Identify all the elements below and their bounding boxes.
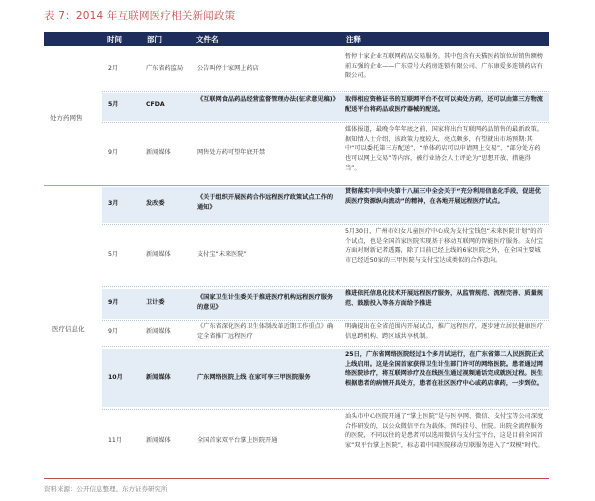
row-time: 9月 bbox=[108, 328, 119, 335]
row-note: 贯彻落实中共中央第十八届三中全会关于“充分利用信息化手段，促进优质医疗资源纵向流动”的精神，在各地开展远程医疗试点。 bbox=[345, 188, 541, 205]
row-file: 支付宝“未来医院” bbox=[197, 251, 247, 258]
row-note: 汕头市中心医院开通了“掌上医院”是与医享网、微信、支付宝等公司深度合作研发的，以公众微信平台为载体，预约挂号、住院。出院全流程服务的医院，不同以往的是患者可以选用微信与支付宝平台，这是目前全国首家“双平台掌上医院”，标志着中国医院移动互联服务进入了“双模”时代。 bbox=[345, 413, 544, 450]
row-file: 《关于组织开展医药合作远程医疗政策试点工作的通知》 bbox=[197, 194, 334, 211]
row-dept: 新闻媒体 bbox=[146, 437, 171, 444]
row-note: 25日，广东省网络医院经过1个多月试运行，在广东省第二人民医院正式上线启用。这是全国首家获得卫生计生部门许可的网络医院。患者通过网络医院诊疗，将互联网诊疗及在线医生通过视频通话完成就医过程。医生根据患者的病情开具处方，患者在社区医疗中心或药店拿药，一步到位。 bbox=[345, 351, 544, 388]
row-dept: 卫计委 bbox=[146, 299, 165, 306]
table-bottom-line bbox=[44, 478, 549, 479]
table-title: 表 7：2014 年互联网医疗相关新闻政策 bbox=[44, 10, 236, 22]
row-separator bbox=[102, 346, 549, 347]
row-file: 《广东省深化医药卫生体制改革近期工作重点》确定全省推广远程医疗 bbox=[197, 323, 334, 340]
row-time: 5月 bbox=[108, 251, 119, 258]
table-row bbox=[102, 349, 549, 407]
row-note: 明确提出在全省范围内开展试点，推广远程医疗，逐步建立居民健康医疗信息跨机构、跨区域共享机制。 bbox=[345, 323, 543, 340]
row-time: 2月 bbox=[108, 65, 119, 72]
row-file: 广东网络医院上线 在家可享三甲医院服务 bbox=[197, 374, 311, 381]
table-row bbox=[102, 322, 549, 344]
row-time: 9月 bbox=[108, 149, 119, 156]
table-row bbox=[102, 289, 549, 319]
row-dept: 新闻媒体 bbox=[146, 149, 171, 156]
row-note: 推进依托信息化技术开展远程医疗服务，从监管规范、流程完善、质量规范、鼓励投入等各方面给予推进 bbox=[345, 290, 543, 307]
header-file: 文件名 bbox=[196, 35, 219, 44]
row-dept: 发改委 bbox=[146, 200, 165, 207]
row-dept: 新闻媒体 bbox=[146, 328, 171, 335]
row-time: 5月 bbox=[108, 101, 119, 108]
row-dept: CFDA bbox=[146, 101, 165, 108]
table-row bbox=[102, 125, 549, 183]
row-time: 11月 bbox=[108, 437, 123, 444]
header-dept: 部门 bbox=[147, 35, 162, 44]
row-dept: 新闻媒体 bbox=[146, 374, 171, 381]
row-time: 10月 bbox=[108, 374, 123, 381]
row-separator bbox=[102, 409, 549, 410]
group-label-prescription: 处方药网售 bbox=[50, 114, 83, 122]
group-label-informatization: 医疗信息化 bbox=[52, 325, 85, 333]
row-separator bbox=[102, 286, 549, 287]
row-file: 全国首家双平台掌上医院开通 bbox=[197, 437, 278, 444]
row-time: 9月 bbox=[108, 299, 119, 306]
row-note: 5月30日，广州市妇女儿童医疗中心成为支付宝钱包“未来医院计划”的首个试点，也是全国首家医院实现基于移动互联网的智能医疗服务。支付宝方面对财新记者透露，除了目前已经上线的6家医院之外，在全国主要城市已经近50家的三甲医院与支付宝达成类似的合作意向。 bbox=[345, 228, 543, 265]
row-file: 网售处方药可望年底开禁 bbox=[197, 149, 266, 156]
table-row bbox=[102, 412, 549, 470]
table-row bbox=[102, 52, 549, 90]
header-note: 注释 bbox=[346, 35, 361, 44]
table-header bbox=[44, 32, 549, 46]
row-dept: 广东省药监局 bbox=[146, 65, 184, 72]
row-file: 《互联网食品药品经营监督管理办法(征求意见稿)》 bbox=[197, 96, 339, 103]
row-note: 取得相应资格证书的互联网平台不仅可以卖处方药，还可以由第三方物流配送平台将药品或医疗器械的配送。 bbox=[345, 96, 543, 113]
table-row bbox=[102, 187, 549, 223]
source-note: 资料来源：公开信息整理、东方证券研究所 bbox=[44, 485, 168, 493]
row-separator bbox=[102, 122, 549, 123]
row-separator bbox=[102, 320, 549, 321]
row-dept: 新闻媒体 bbox=[146, 251, 171, 258]
row-separator bbox=[102, 224, 549, 225]
header-time: 时间 bbox=[107, 35, 122, 44]
row-note: 暂停十家企业互联网药品交易服务。其中包含有天猫医药馆位居销售额榜前五强的企业——广东壹号大药房连锁有限公司、广东康爱多连锁药店有限公司。 bbox=[345, 53, 543, 80]
row-file: 《国家卫生计生委关于推进医疗机构远程医疗服务的意见》 bbox=[197, 294, 334, 311]
row-note: 媒体报道，最晚今年年底之前，国家将出台互联网药品销售的最新政策。据知情人士介绍，该政策力度较大，亮点颇多，有望就出市场预期:其中“可以委托第三方配送”、“单体药店可以申请网上交易”、“部分处方药也可以网上交易”等内容，被行业协会人士评论为“思想开放、措施得当”。 bbox=[345, 126, 543, 172]
table-row bbox=[102, 93, 549, 121]
table-row bbox=[102, 227, 549, 285]
row-time: 3月 bbox=[108, 200, 119, 207]
group-divider bbox=[44, 185, 549, 186]
row-separator bbox=[102, 91, 549, 92]
row-file: 公告叫停十家网上药店 bbox=[197, 65, 259, 72]
